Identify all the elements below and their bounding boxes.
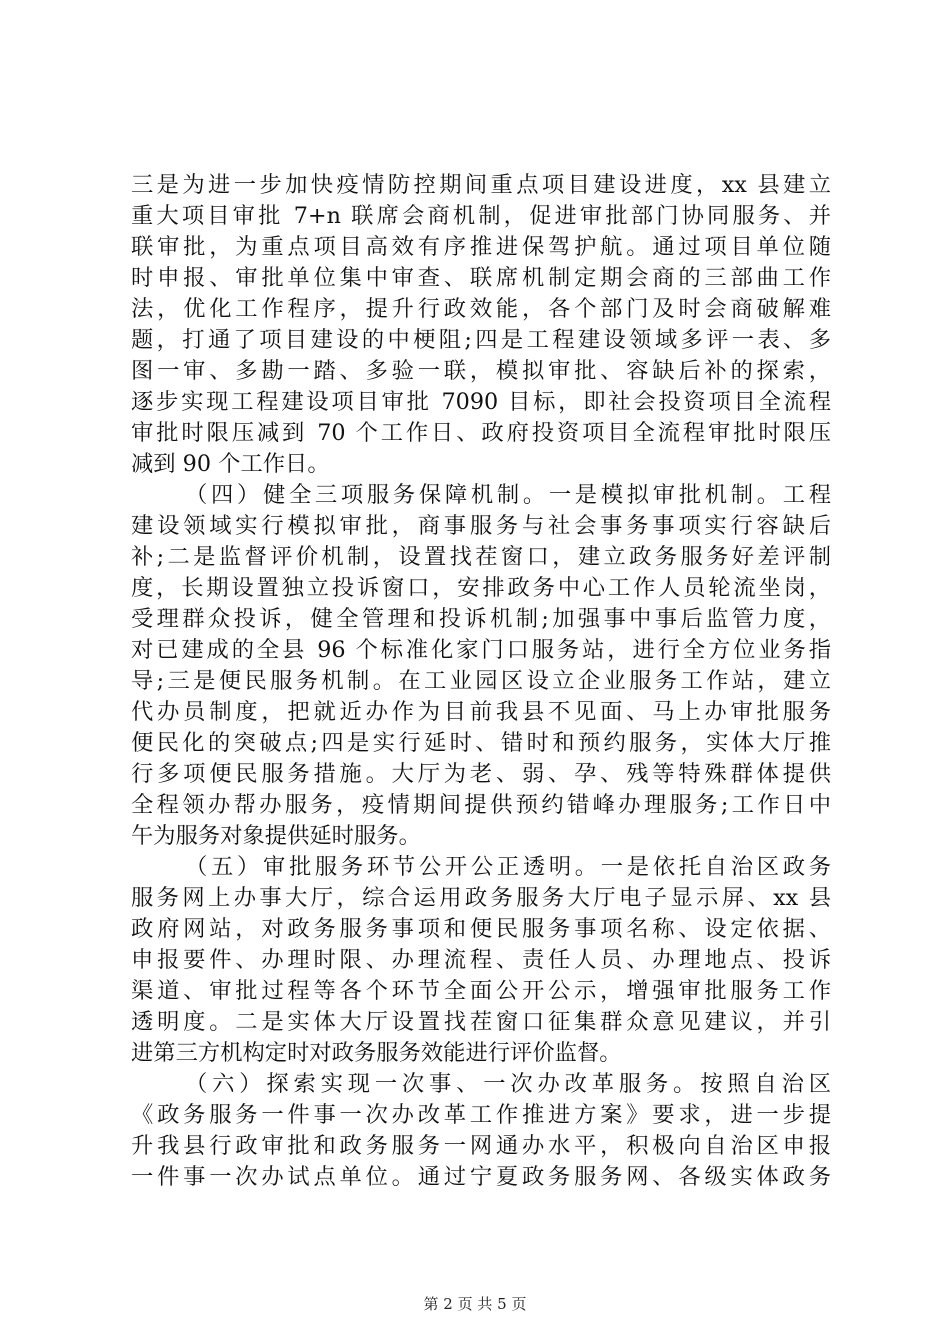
text-line: 一件事一次办试点单位。通过宁夏政务服务网、各级实体政务: [131, 1164, 831, 1190]
text-line: 度，长期设置独立投诉窗口，安排政务中心工作人员轮流坐岗，: [131, 575, 831, 601]
text-line: 代办员制度，把就近办作为目前我县不见面、马上办审批服务: [131, 699, 831, 725]
page-number-footer: 第 2 页 共 5 页: [423, 1295, 527, 1313]
text-line: 图一审、多勘一踏、多验一联，模拟审批、容缺后补的探索，: [131, 358, 831, 384]
text-line: 法，优化工作程序，提升行政效能，各个部门及时会商破解难: [131, 296, 831, 322]
text-line: 重大项目审批 7+n 联席会商机制，促进审批部门协同服务、并: [131, 203, 831, 229]
text-line: 导;三是便民服务机制。在工业园区设立企业服务工作站，建立: [131, 668, 831, 694]
text-line: 便民化的突破点;四是实行延时、错时和预约服务，实体大厅推: [131, 730, 831, 756]
text-line: 联审批，为重点项目高效有序推进保驾护航。通过项目单位随: [131, 234, 831, 260]
text-line: 行多项便民服务措施。大厅为老、弱、孕、残等特殊群体提供: [131, 761, 831, 787]
text-line: 渠道、审批过程等各个环节全面公开公示，增强审批服务工作: [131, 978, 831, 1004]
text-line: 进第三方机构定时对政务服务效能进行评价监督。: [131, 1040, 622, 1066]
paragraph-first-line: （五）审批服务环节公开公正透明。一是依托自治区政务: [185, 854, 831, 880]
text-line: 《政务服务一件事一次办改革工作推进方案》要求，进一步提: [131, 1102, 831, 1128]
text-line: 减到 90 个工作日。: [131, 451, 330, 477]
text-line: 审批时限压减到 70 个工作日、政府投资项目全流程审批时限压: [131, 420, 831, 446]
text-line: 补;二是监督评价机制，设置找茬窗口，建立政务服务好差评制: [131, 544, 831, 570]
text-line: 政府网站，对政务服务事项和便民服务事项名称、设定依据、: [131, 916, 831, 942]
text-line: 全程领办帮办服务，疫情期间提供预约错峰办理服务;工作日中: [131, 792, 831, 818]
text-line: 透明度。二是实体大厅设置找茬窗口征集群众意见建议，并引: [131, 1009, 831, 1035]
text-line: 建设领域实行模拟审批，商事服务与社会事务事项实行容缺后: [131, 513, 831, 539]
text-line: 逐步实现工程建设项目审批 7090 目标，即社会投资项目全流程: [131, 389, 831, 415]
text-line: 受理群众投诉，健全管理和投诉机制;加强事中事后监管力度，: [131, 606, 831, 632]
text-line: 申报要件、办理时限、办理流程、责任人员、办理地点、投诉: [131, 947, 831, 973]
text-line: 时申报、审批单位集中审查、联席机制定期会商的三部曲工作: [131, 265, 831, 291]
text-line: 午为服务对象提供延时服务。: [131, 823, 421, 849]
text-line: 对已建成的全县 96 个标准化家门口服务站，进行全方位业务指: [131, 637, 831, 663]
paragraph-first-line: （六）探索实现一次事、一次办改革服务。按照自治区: [185, 1071, 831, 1097]
text-line: 题，打通了项目建设的中梗阻;四是工程建设领域多评一表、多: [131, 327, 831, 353]
text-line: 三是为进一步加快疫情防控期间重点项目建设进度，xx 县建立: [131, 172, 831, 198]
paragraph-first-line: （四）健全三项服务保障机制。一是模拟审批机制。工程: [185, 482, 831, 508]
text-line: 升我县行政审批和政务服务一网通办水平，积极向自治区申报: [131, 1133, 831, 1159]
document-body: [131, 170, 831, 1193]
text-line: 服务网上办事大厅，综合运用政务服务大厅电子显示屏、xx 县: [131, 885, 831, 911]
